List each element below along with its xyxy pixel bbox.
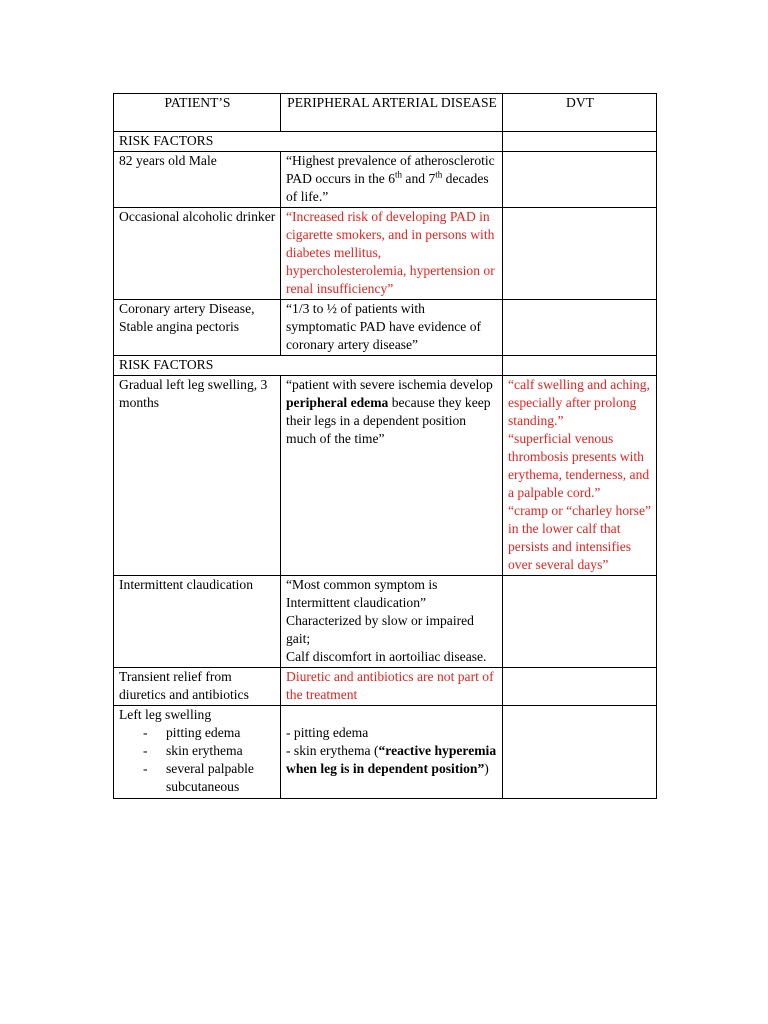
pad-line — [286, 706, 498, 724]
patient-cell: 82 years old Male — [114, 152, 281, 208]
table-row — [114, 152, 657, 208]
header-pad: PERIPHERAL ARTERIAL DISEASE — [281, 94, 503, 132]
comparison-table — [113, 93, 657, 799]
header-row — [114, 94, 657, 132]
section-row — [114, 132, 657, 152]
list-item: - pitting edema — [119, 724, 276, 742]
table-row — [114, 668, 657, 706]
pad-cell: “Highest prevalence of atherosclerotic PAD occurs in the 6th and 7th decades of life.” — [281, 152, 503, 208]
dvt-cell — [503, 668, 657, 706]
pad-cell — [281, 576, 503, 668]
list-item: - several palpable subcutaneous — [119, 760, 276, 796]
dvt-cell — [503, 576, 657, 668]
section-empty-cell — [503, 132, 657, 152]
table-row — [114, 300, 657, 356]
pad-line: - pitting edema — [286, 725, 369, 740]
dvt-line: “superficial venous thrombosis presents with erythema, tenderness, and a palpable cord.” — [508, 431, 650, 500]
table-row — [114, 706, 657, 799]
patient-title: Left leg swelling — [119, 707, 212, 722]
dvt-cell — [503, 300, 657, 356]
table-row — [114, 376, 657, 576]
section-row — [114, 356, 657, 376]
pad-line: Calf discomfort in aortoiliac disease. — [286, 649, 487, 664]
pad-cell: “patient with severe ischemia develop peripheral edema because they keep their legs in a dependent position much of the time” — [281, 376, 503, 576]
patient-cell: Transient relief from diuretics and antibiotics — [114, 668, 281, 706]
pad-line: “Most common symptom is Intermittent claudication” — [286, 577, 438, 610]
section-risk-factors: RISK FACTORS — [114, 356, 503, 376]
dvt-line: “cramp or “charley horse” in the lower calf that persists and intensifies over several days” — [508, 503, 652, 572]
dvt-cell — [503, 706, 657, 799]
patient-cell: Gradual left leg swelling, 3 months — [114, 376, 281, 576]
pad-line: Characterized by slow or impaired gait; — [286, 613, 474, 646]
dvt-cell — [503, 152, 657, 208]
patient-cell — [114, 706, 281, 799]
dvt-line: “calf swelling and aching, especially after prolong standing.” — [508, 377, 650, 428]
patient-cell: Intermittent claudication — [114, 576, 281, 668]
pad-cell: Diuretic and antibiotics are not part of the treatment — [281, 668, 503, 706]
pad-cell: “Increased risk of developing PAD in cigarette smokers, and in persons with diabetes mellitus, hypercholesterolemia, hypertension or renal insufficiency” — [281, 208, 503, 300]
dvt-cell — [503, 208, 657, 300]
pad-cell — [281, 706, 503, 799]
symptom-list — [119, 724, 276, 796]
list-item: - skin erythema — [119, 742, 276, 760]
dvt-cell — [503, 376, 657, 576]
table-row — [114, 208, 657, 300]
patient-cell: Coronary artery Disease, Stable angina pectoris — [114, 300, 281, 356]
patient-cell: Occasional alcoholic drinker — [114, 208, 281, 300]
table-row — [114, 576, 657, 668]
pad-cell: “1/3 to ½ of patients with symptomatic PAD have evidence of coronary artery disease” — [281, 300, 503, 356]
pad-line: - skin erythema (“reactive hyperemia when leg is in dependent position”) — [286, 743, 497, 776]
header-dvt: DVT — [503, 94, 657, 132]
section-risk-factors: RISK FACTORS — [114, 132, 503, 152]
section-empty-cell — [503, 356, 657, 376]
header-patients: PATIENT’S — [114, 94, 281, 132]
